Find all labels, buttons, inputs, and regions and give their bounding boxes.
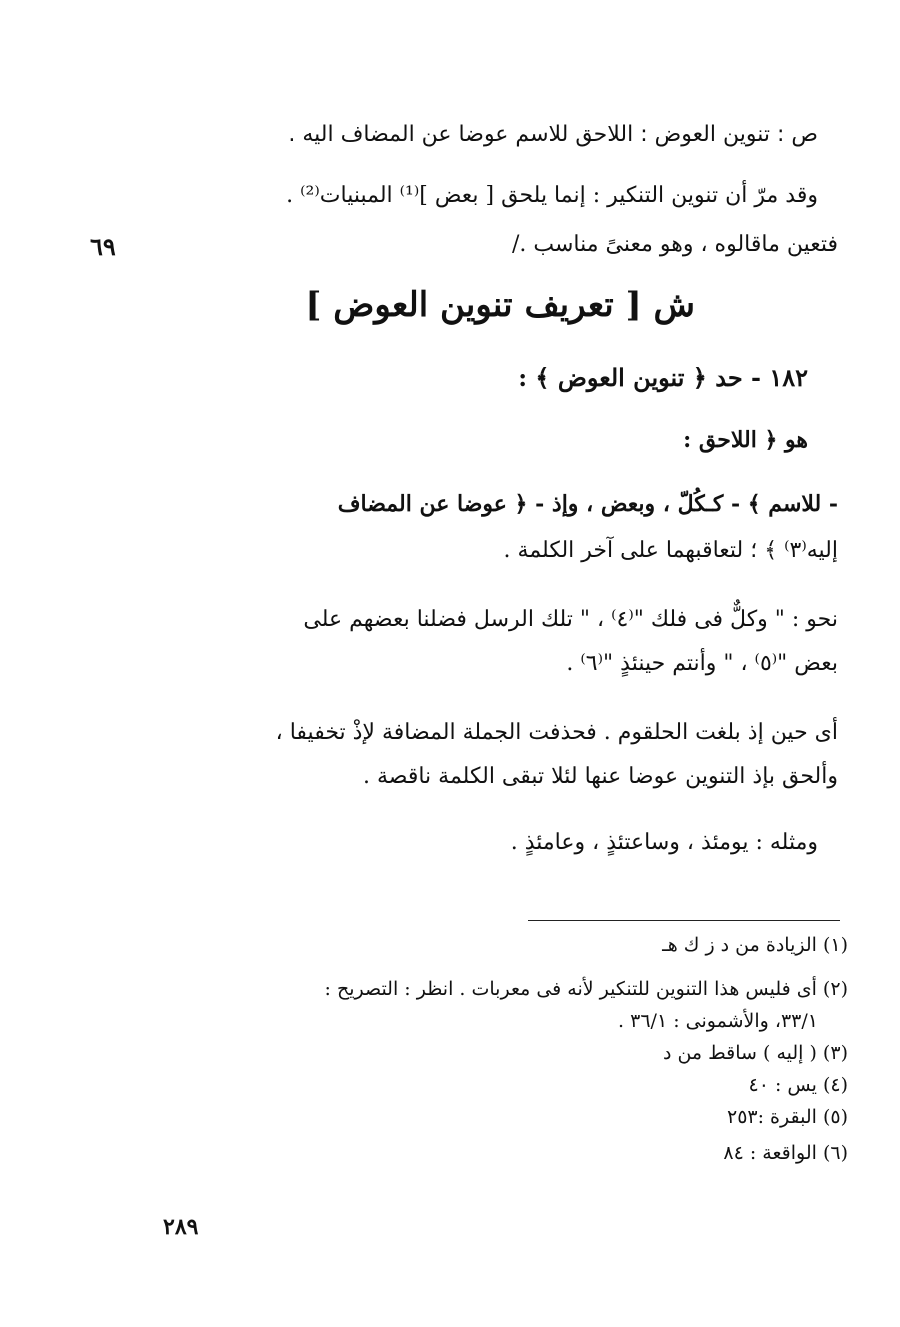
examples-line-1: نحو : " وكلٌّ فى فلك "⁽٤⁾ ، " تلك الرسل فضلنا بعضهم على (303, 607, 838, 632)
definition-line-2: إليه⁽٣⁾ ﴾ ؛ لتعاقبهما على آخر الكلمة . (503, 538, 838, 563)
intro-line-2: وقد مرّ أن تنوين التنكير : إنما يلحق [ بعض ]⁽¹⁾ المبنيات⁽²⁾ . (286, 183, 818, 208)
explanation-line-1: أى حين إذ بلغت الحلقوم . فحذفت الجملة المضافة لإذْ تخفيفا ، (275, 720, 838, 745)
footnote-6: (٦) الواقعة : ٨٤ (723, 1142, 848, 1164)
examples-line-2: بعض "⁽٥⁾ ، " وأنتم حينئذٍ "⁽٦⁾ . (566, 651, 838, 676)
intro-line-1: ص : تنوين العوض : اللاحق للاسم عوضا عن المضاف اليه . (288, 122, 818, 147)
definition-line-1: - للاسم ﴾ - كـكُلّ ، وبعض ، وإذ - ﴿ عوضا عن المضاف (337, 491, 838, 517)
explanation-line-2: وألحق بإذ التنوين عوضا عنها لئلا تبقى الكلمة ناقصة . (362, 764, 838, 789)
footnote-2-continuation: ٣٣/١، والأشمونى : ٣٦/١ . (618, 1010, 818, 1032)
intro-line-3: فتعين ماقالوه ، وهو معنىً مناسب ./ (511, 232, 838, 257)
margin-page-reference: ٦٩ (90, 232, 116, 261)
definition-title: ١٨٢ - حد ﴿ تنوين العوض ﴾ : (518, 363, 808, 392)
footnote-2: (٢) أى فليس هذا التنوين للتنكير لأنه فى معربات . انظر : التصريح : (324, 978, 848, 1000)
definition-huwa: هو ﴿ اللاحق : (683, 427, 808, 453)
similar-examples: ومثله : يومئذ ، وساعتئذٍ ، وعامئذٍ . (510, 830, 818, 855)
footnote-4: (٤) يس : ٤٠ (748, 1074, 848, 1096)
footnote-divider (528, 920, 840, 921)
footnote-1: (١) الزيادة من د ز ك هـ (662, 934, 848, 956)
page-number: ٢٨٩ (163, 1214, 199, 1240)
footnote-5: (٥) البقرة :٢٥٣ (726, 1106, 848, 1128)
section-heading: ش [ تعريف تنوين العوض ] (305, 285, 695, 325)
footnote-3: (٣) ( إليه ) ساقط من د (662, 1042, 848, 1064)
